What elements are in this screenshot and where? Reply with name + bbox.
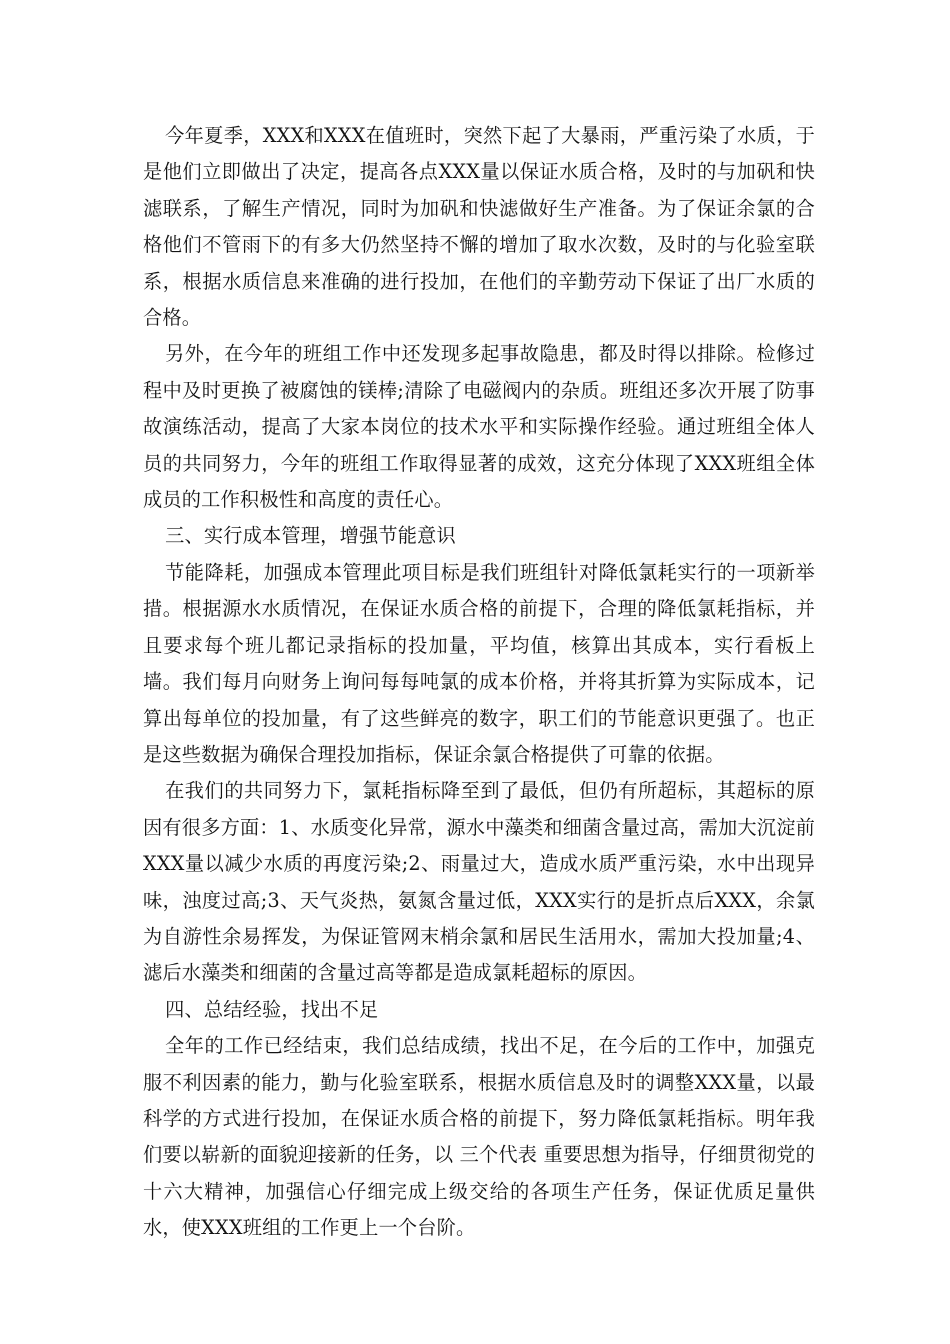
paragraph-hazards: 另外，在今年的班组工作中还发现多起事故隐患，都及时得以排除。检修过程中及时更换了被腐蚀的镁棒;清除了电磁阀内的杂质。班组还多次开展了防事故演练活动，提高了大家本岗位的技术水平和实际操作经验。通过班组全体人员的共同努力，今年的班组工作取得显著的成效，这充分体现了XXX班组全体成员的工作积极性和高度的责任心。 bbox=[143, 342, 815, 512]
paragraph-conclusion: 全年的工作已经结束，我们总结成绩，找出不足，在今后的工作中，加强克服不利因素的能力，勤与化验室联系，根据水质信息及时的调整XXX量，以最科学的方式进行投加，在保证水质合格的前提下，努力降低氯耗指标。明年我们要以崭新的面貌迎接新的任务，以 三个代表 重要思想为指导，仔细贯彻党的十六大精神，加强信心仔细完成上级交给的各项生产任务，保证优质足量供水，使XXX班组的工作更上一个台阶。 bbox=[143, 1034, 815, 1240]
section-heading-summary: 四、总结经验，找出不足 bbox=[165, 997, 379, 1021]
paragraph-summer-storm: 今年夏季，XXX和XXX在值班时，突然下起了大暴雨，严重污染了水质，于是他们立即做出了决定，提高各点XXX量以保证水质合格，及时的与加矾和快滤联系，了解生产情况，同时为加矾和快滤做好生产准备。为了保证余氯的合格他们不管雨下的有多大仍然坚持不懈的增加了取水次数，及时的与化验室联系，根据水质信息来准确的进行投加，在他们的辛勤劳动下保证了出厂水质的合格。 bbox=[143, 124, 815, 330]
paragraph-energy-saving: 节能降耗，加强成本管理此项目标是我们班组针对降低氯耗实行的一项新举措。根据源水水质情况，在保证水质合格的前提下，合理的降低氯耗指标，并且要求每个班儿都记录指标的投加量，平均值，核算出其成本，实行看板上墙。我们每月向财务上询问每每吨氯的成本价格，并将其折算为实际成本，记算出每单位的投加量，有了这些鲜亮的数字，职工们的节能意识更强了。也正是这些数据为确保合理投加指标，保证余氯合格提供了可靠的依据。 bbox=[143, 560, 815, 766]
document-page bbox=[143, 118, 815, 1247]
section-heading-cost-management: 三、实行成本管理，增强节能意识 bbox=[165, 524, 456, 548]
paragraph-chlorine-overuse: 在我们的共同努力下，氯耗指标降至到了最低，但仍有所超标，其超标的原因有很多方面：1、水质变化异常，源水中藻类和细菌含量过高，需加大沉淀前XXX量以减少水质的再度污染;2、雨量过大，造成水质严重污染，水中出现异味，浊度过高;3、天气炎热，氨氮含量过低，XXX实行的是折点后XXX，余氯为自游性余易挥发，为保证管网末梢余氯和居民生活用水，需加大投加量;4、滤后水藻类和细菌的含量过高等都是造成氯耗超标的原因。 bbox=[143, 779, 815, 985]
